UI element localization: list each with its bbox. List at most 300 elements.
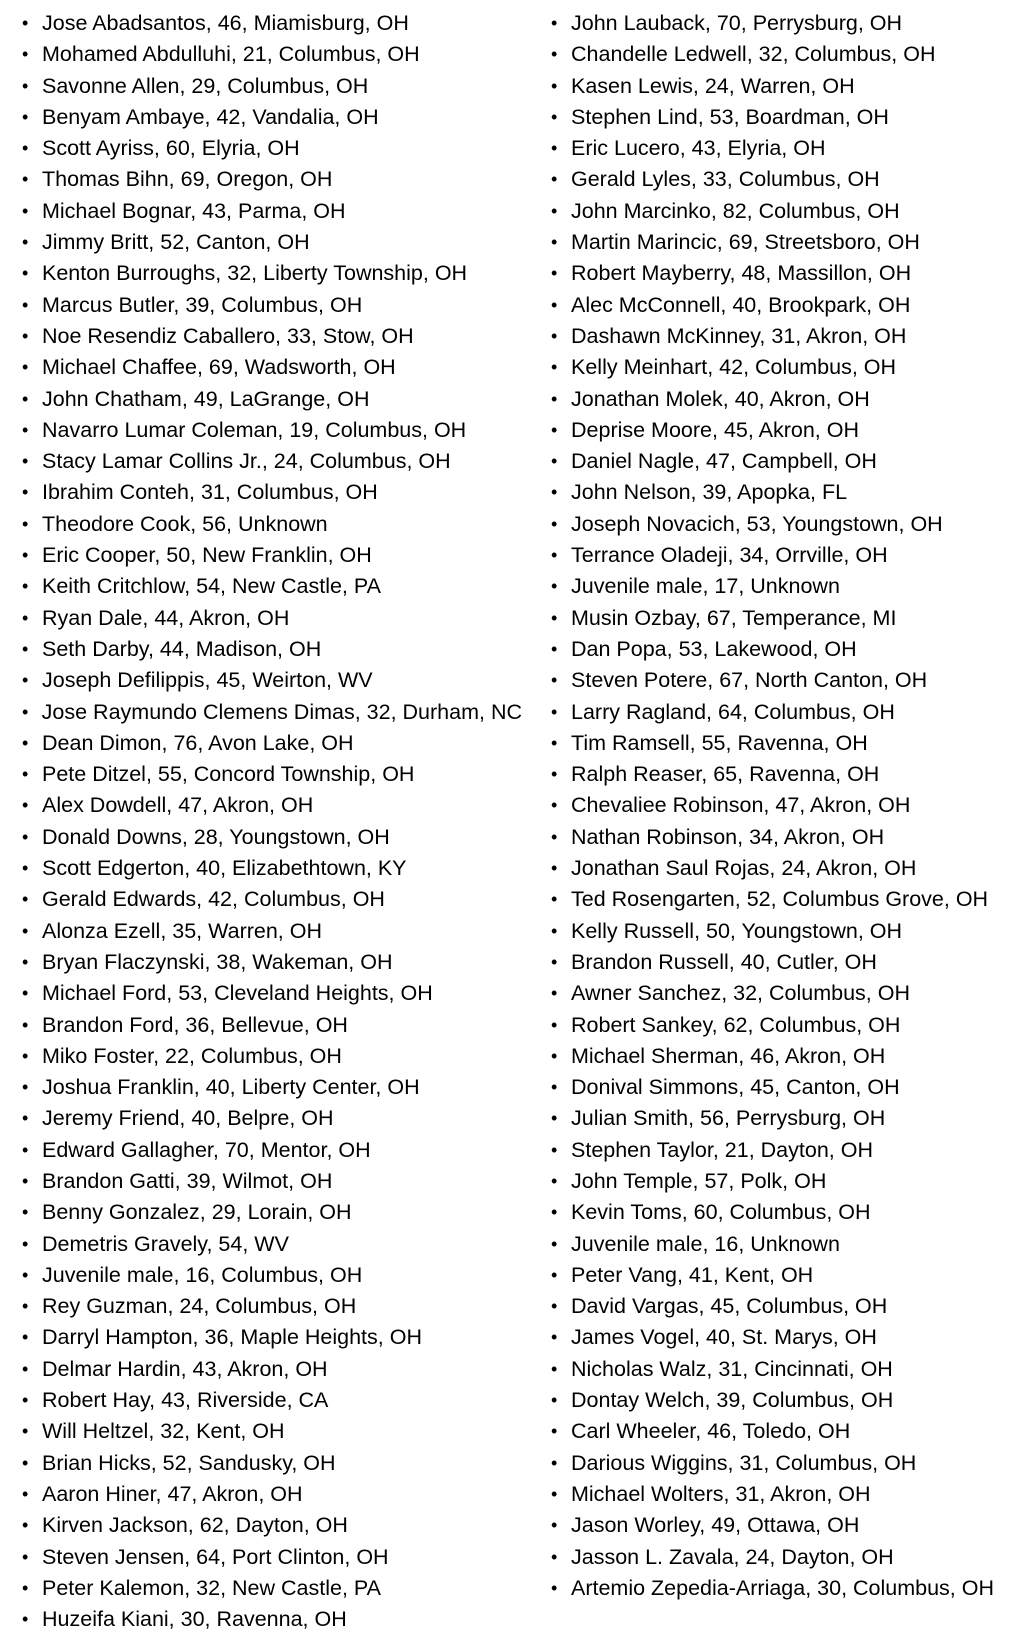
list-item (551, 728, 1001, 759)
list-item (551, 1385, 1001, 1416)
list-item-text: Jeremy Friend, 40, Belpre, OH (42, 1106, 334, 1131)
bullet-icon: • (551, 44, 558, 65)
bullet-icon: • (22, 638, 29, 659)
bullet-icon: • (22, 1515, 29, 1536)
list-item-text: Delmar Hardin, 43, Akron, OH (42, 1356, 328, 1381)
list-item (22, 290, 522, 321)
list-item-text: Dontay Welch, 39, Columbus, OH (571, 1388, 894, 1413)
list-item-text: Gerald Edwards, 42, Columbus, OH (42, 887, 385, 912)
list-item-text: Julian Smith, 56, Perrysburg, OH (571, 1106, 886, 1131)
bullet-icon: • (551, 1358, 558, 1379)
list-item (22, 1041, 522, 1072)
list-item-text: Ted Rosengarten, 52, Columbus Grove, OH (571, 887, 989, 912)
list-item (22, 978, 522, 1009)
bullet-icon: • (551, 1108, 558, 1129)
bullet-icon: • (551, 388, 558, 409)
list-item-text: Brian Hicks, 52, Sandusky, OH (42, 1450, 336, 1475)
list-item-text: Chevaliee Robinson, 47, Akron, OH (571, 793, 911, 818)
list-item (22, 1448, 522, 1479)
bullet-icon: • (22, 889, 29, 910)
bullet-icon: • (22, 1202, 29, 1223)
list-item-text: Michael Sherman, 46, Akron, OH (571, 1043, 886, 1068)
list-item-text: Alec McConnell, 40, Brookpark, OH (571, 292, 911, 317)
list-item (22, 1291, 522, 1322)
list-item (551, 603, 1001, 634)
bullet-icon: • (22, 263, 29, 284)
list-item (551, 1322, 1001, 1353)
list-item-text: Will Heltzel, 32, Kent, OH (42, 1419, 285, 1444)
left-name-list (22, 8, 522, 1635)
list-item (551, 1542, 1001, 1573)
list-item-text: Aaron Hiner, 47, Akron, OH (42, 1481, 303, 1506)
bullet-icon: • (22, 388, 29, 409)
list-item-text: Steven Potere, 67, North Canton, OH (571, 668, 928, 693)
bullet-icon: • (551, 263, 558, 284)
list-item-text: Robert Hay, 43, Riverside, CA (42, 1388, 329, 1413)
bullet-icon: • (22, 764, 29, 785)
bullet-icon: • (551, 451, 558, 472)
list-item (22, 509, 522, 540)
list-item-text: Kelly Meinhart, 42, Columbus, OH (571, 355, 897, 380)
bullet-icon: • (551, 920, 558, 941)
list-item-text: Navarro Lumar Coleman, 19, Columbus, OH (42, 417, 467, 442)
bullet-icon: • (551, 1327, 558, 1348)
list-item-text: Martin Marincic, 69, Streetsboro, OH (571, 230, 920, 255)
list-item (22, 446, 522, 477)
bullet-icon: • (551, 795, 558, 816)
list-item-text: Benny Gonzalez, 29, Lorain, OH (42, 1200, 352, 1225)
list-item (551, 1166, 1001, 1197)
list-item (22, 790, 522, 821)
bullet-icon: • (22, 451, 29, 472)
list-item (22, 415, 522, 446)
list-item (551, 102, 1001, 133)
list-item (551, 853, 1001, 884)
list-item-text: Darryl Hampton, 36, Maple Heights, OH (42, 1325, 422, 1350)
list-item (22, 258, 522, 289)
list-item (22, 384, 522, 415)
bullet-icon: • (22, 1390, 29, 1411)
bullet-icon: • (551, 419, 558, 440)
list-item (551, 634, 1001, 665)
list-item (22, 947, 522, 978)
list-item-text: Miko Foster, 22, Columbus, OH (42, 1043, 342, 1068)
bullet-icon: • (22, 1483, 29, 1504)
list-item (551, 384, 1001, 415)
bullet-icon: • (551, 576, 558, 597)
list-item (551, 415, 1001, 446)
list-item (22, 1542, 522, 1573)
list-item (22, 1260, 522, 1291)
list-item-text: David Vargas, 45, Columbus, OH (571, 1294, 888, 1319)
list-item-text: Jonathan Molek, 40, Akron, OH (571, 386, 870, 411)
list-item (22, 1229, 522, 1260)
list-item-text: John Lauback, 70, Perrysburg, OH (571, 11, 903, 35)
list-item (22, 571, 522, 602)
list-item (22, 1103, 522, 1134)
list-item (22, 884, 522, 915)
list-item-text: Jasson L. Zavala, 24, Dayton, OH (571, 1544, 894, 1569)
list-item-text: Michael Chaffee, 69, Wadsworth, OH (42, 355, 396, 380)
bullet-icon: • (551, 1170, 558, 1191)
list-item-text: Musin Ozbay, 67, Temperance, MI (571, 605, 897, 630)
list-item (551, 1103, 1001, 1134)
list-item (22, 1010, 522, 1041)
list-item (22, 1510, 522, 1541)
list-item (551, 1260, 1001, 1291)
list-item (22, 822, 522, 853)
bullet-icon: • (22, 951, 29, 972)
bullet-icon: • (22, 1421, 29, 1442)
list-item-text: Juvenile male, 16, Columbus, OH (42, 1262, 363, 1287)
bullet-icon: • (551, 607, 558, 628)
bullet-icon: • (22, 1233, 29, 1254)
list-item-text: Carl Wheeler, 46, Toledo, OH (571, 1419, 851, 1444)
bullet-icon: • (551, 1139, 558, 1160)
list-item-text: Eric Lucero, 43, Elyria, OH (571, 136, 826, 161)
list-item-text: Robert Mayberry, 48, Massillon, OH (571, 261, 912, 286)
bullet-icon: • (22, 983, 29, 1004)
list-item (22, 1416, 522, 1447)
bullet-icon: • (551, 294, 558, 315)
bullet-icon: • (22, 795, 29, 816)
bullet-icon: • (551, 1045, 558, 1066)
list-item-text: Jimmy Britt, 52, Canton, OH (42, 230, 310, 255)
list-item-text: Daniel Nagle, 47, Campbell, OH (571, 449, 877, 474)
list-item-text: Stephen Taylor, 21, Dayton, OH (571, 1137, 873, 1162)
list-item-text: Nicholas Walz, 31, Cincinnati, OH (571, 1356, 893, 1381)
list-item-text: Tim Ramsell, 55, Ravenna, OH (571, 730, 868, 755)
list-item (22, 916, 522, 947)
bullet-icon: • (551, 106, 558, 127)
bullet-icon: • (22, 482, 29, 503)
bullet-icon: • (22, 732, 29, 753)
list-item (22, 8, 522, 39)
bullet-icon: • (22, 44, 29, 65)
list-item (551, 1354, 1001, 1385)
bullet-icon: • (551, 858, 558, 879)
list-item (22, 1354, 522, 1385)
list-item (22, 71, 522, 102)
list-item-text: Michael Bognar, 43, Parma, OH (42, 198, 346, 223)
list-item-text: Scott Edgerton, 40, Elizabethtown, KY (42, 856, 407, 881)
bullet-icon: • (22, 858, 29, 879)
bullet-icon: • (22, 1264, 29, 1285)
list-item (22, 540, 522, 571)
list-item (22, 728, 522, 759)
list-item (551, 540, 1001, 571)
list-item (551, 1510, 1001, 1541)
list-item-text: Dan Popa, 53, Lakewood, OH (571, 636, 857, 661)
list-item (22, 321, 522, 352)
bullet-icon: • (22, 670, 29, 691)
bullet-icon: • (22, 1170, 29, 1191)
list-item-text: Donival Simmons, 45, Canton, OH (571, 1075, 900, 1100)
list-item-text: Eric Cooper, 50, New Franklin, OH (42, 543, 372, 568)
bullet-icon: • (22, 513, 29, 534)
list-item (551, 1010, 1001, 1041)
bullet-icon: • (551, 138, 558, 159)
right-name-list (551, 8, 1001, 1604)
bullet-icon: • (551, 764, 558, 785)
list-item (22, 196, 522, 227)
list-item-text: Larry Ragland, 64, Columbus, OH (571, 699, 895, 724)
bullet-icon: • (551, 1390, 558, 1411)
list-item (551, 509, 1001, 540)
list-item-text: Nathan Robinson, 34, Akron, OH (571, 824, 885, 849)
list-item-text: Scott Ayriss, 60, Elyria, OH (42, 136, 300, 161)
list-item (22, 1573, 522, 1604)
bullet-icon: • (551, 1452, 558, 1473)
list-item-text: Kelly Russell, 50, Youngstown, OH (571, 918, 903, 943)
bullet-icon: • (22, 1296, 29, 1317)
list-item (551, 1135, 1001, 1166)
bullet-icon: • (22, 576, 29, 597)
list-item-text: Peter Kalemon, 32, New Castle, PA (42, 1575, 381, 1600)
list-item (551, 258, 1001, 289)
list-item (551, 697, 1001, 728)
list-item-text: Pete Ditzel, 55, Concord Township, OH (42, 762, 415, 787)
list-item-text: Darious Wiggins, 31, Columbus, OH (571, 1450, 917, 1475)
bullet-icon: • (22, 607, 29, 628)
bullet-icon: • (551, 232, 558, 253)
list-item-text: Stephen Lind, 53, Boardman, OH (571, 104, 889, 129)
list-item (22, 39, 522, 70)
list-item-text: Kirven Jackson, 62, Dayton, OH (42, 1513, 348, 1538)
list-item-text: John Nelson, 39, Apopka, FL (571, 480, 848, 505)
list-item (551, 884, 1001, 915)
list-item (22, 164, 522, 195)
bullet-icon: • (551, 1202, 558, 1223)
bullet-icon: • (551, 701, 558, 722)
list-item-text: John Chatham, 49, LaGrange, OH (42, 386, 370, 411)
list-item (551, 227, 1001, 258)
list-item-text: Chandelle Ledwell, 32, Columbus, OH (571, 42, 936, 67)
bullet-icon: • (551, 325, 558, 346)
bullet-icon: • (22, 1108, 29, 1129)
bullet-icon: • (22, 1045, 29, 1066)
bullet-icon: • (22, 1014, 29, 1035)
list-item-text: Jose Raymundo Clemens Dimas, 32, Durham, NC (41, 699, 522, 724)
list-item (22, 634, 522, 665)
list-item (551, 1072, 1001, 1103)
list-item-text: Brandon Russell, 40, Cutler, OH (571, 949, 877, 974)
bullet-icon: • (22, 1358, 29, 1379)
list-item (551, 1291, 1001, 1322)
list-item-text: Joshua Franklin, 40, Liberty Center, OH (42, 1075, 420, 1100)
list-item (551, 916, 1001, 947)
list-item-text: Gerald Lyles, 33, Columbus, OH (571, 167, 880, 192)
bullet-icon: • (551, 482, 558, 503)
list-item (22, 1322, 522, 1353)
bullet-icon: • (22, 1577, 29, 1598)
bullet-icon: • (22, 419, 29, 440)
list-item-text: Awner Sanchez, 32, Columbus, OH (571, 981, 910, 1006)
bullet-icon: • (551, 670, 558, 691)
bullet-icon: • (22, 1609, 29, 1630)
list-item-text: Donald Downs, 28, Youngstown, OH (42, 824, 390, 849)
list-item-text: Noe Resendiz Caballero, 33, Stow, OH (42, 323, 414, 348)
list-item-text: Thomas Bihn, 69, Oregon, OH (42, 167, 333, 192)
list-item (551, 8, 1001, 39)
list-item-text: Alonza Ezell, 35, Warren, OH (42, 918, 323, 943)
list-item (551, 665, 1001, 696)
list-item-text: Joseph Novacich, 53, Youngstown, OH (571, 511, 943, 536)
list-item-text: John Marcinko, 82, Columbus, OH (571, 198, 900, 223)
list-item (551, 477, 1001, 508)
list-item (22, 352, 522, 383)
list-item (22, 697, 522, 728)
list-item-text: Rey Guzman, 24, Columbus, OH (42, 1294, 357, 1319)
bullet-icon: • (22, 232, 29, 253)
list-item-text: Theodore Cook, 56, Unknown (42, 511, 328, 536)
bullet-icon: • (551, 357, 558, 378)
list-item (551, 290, 1001, 321)
list-item (551, 39, 1001, 70)
list-item-text: Benyam Ambaye, 42, Vandalia, OH (42, 104, 379, 129)
bullet-icon: • (22, 169, 29, 190)
bullet-icon: • (22, 75, 29, 96)
list-item-text: James Vogel, 40, St. Marys, OH (571, 1325, 877, 1350)
list-item-text: Joseph Defilippis, 45, Weirton, WV (42, 668, 373, 693)
bullet-icon: • (551, 826, 558, 847)
bullet-icon: • (551, 732, 558, 753)
list-item-text: Alex Dowdell, 47, Akron, OH (42, 793, 314, 818)
bullet-icon: • (551, 200, 558, 221)
list-item (22, 133, 522, 164)
list-item-text: Mohamed Abdulluhi, 21, Columbus, OH (42, 42, 420, 67)
list-item (22, 665, 522, 696)
list-item-text: Huzeifa Kiani, 30, Ravenna, OH (42, 1607, 347, 1632)
list-item (551, 352, 1001, 383)
bullet-icon: • (551, 169, 558, 190)
list-item-text: Robert Sankey, 62, Columbus, OH (571, 1012, 901, 1037)
bullet-icon: • (22, 138, 29, 159)
list-item (22, 1135, 522, 1166)
bullet-icon: • (22, 701, 29, 722)
list-item-text: Juvenile male, 16, Unknown (571, 1231, 840, 1256)
list-item-text: Kasen Lewis, 24, Warren, OH (571, 73, 855, 98)
bullet-icon: • (22, 920, 29, 941)
list-item-text: Michael Wolters, 31, Akron, OH (571, 1481, 871, 1506)
bullet-icon: • (22, 1546, 29, 1567)
list-item (22, 853, 522, 884)
bullet-icon: • (551, 1233, 558, 1254)
bullet-icon: • (551, 1515, 558, 1536)
list-item-text: Jonathan Saul Rojas, 24, Akron, OH (571, 856, 917, 881)
bullet-icon: • (551, 13, 558, 33)
list-item (551, 822, 1001, 853)
bullet-icon: • (551, 1296, 558, 1317)
list-item-text: Michael Ford, 53, Cleveland Heights, OH (42, 981, 433, 1006)
list-item (551, 196, 1001, 227)
list-item-text: John Temple, 57, Polk, OH (571, 1168, 827, 1193)
list-item (551, 446, 1001, 477)
list-item (22, 1197, 522, 1228)
list-item-text: Deprise Moore, 45, Akron, OH (571, 417, 859, 442)
list-item (551, 1229, 1001, 1260)
bullet-icon: • (551, 513, 558, 534)
list-item (22, 1604, 522, 1635)
list-item (22, 759, 522, 790)
list-item (551, 1041, 1001, 1072)
list-item (551, 321, 1001, 352)
list-item (22, 102, 522, 133)
bullet-icon: • (551, 1421, 558, 1442)
bullet-icon: • (22, 294, 29, 315)
bullet-icon: • (22, 545, 29, 566)
list-item-text: Savonne Allen, 29, Columbus, OH (42, 73, 369, 98)
list-item (551, 1448, 1001, 1479)
bullet-icon: • (551, 1077, 558, 1098)
list-item (551, 1416, 1001, 1447)
bullet-icon: • (551, 1264, 558, 1285)
list-item-text: Marcus Butler, 39, Columbus, OH (42, 292, 363, 317)
list-item-text: Demetris Gravely, 54, WV (42, 1231, 289, 1256)
list-item-text: Seth Darby, 44, Madison, OH (42, 636, 322, 661)
list-item (551, 1479, 1001, 1510)
list-item (551, 978, 1001, 1009)
list-item-text: Ryan Dale, 44, Akron, OH (42, 605, 290, 630)
list-item-text: Ibrahim Conteh, 31, Columbus, OH (42, 480, 378, 505)
bullet-icon: • (22, 357, 29, 378)
bullet-icon: • (551, 983, 558, 1004)
list-item-text: Terrance Oladeji, 34, Orrville, OH (571, 543, 888, 568)
bullet-icon: • (551, 1014, 558, 1035)
bullet-icon: • (22, 13, 29, 33)
list-item (22, 1072, 522, 1103)
bullet-icon: • (551, 638, 558, 659)
list-item (551, 164, 1001, 195)
bullet-icon: • (551, 1577, 558, 1598)
list-item (22, 227, 522, 258)
bullet-icon: • (22, 325, 29, 346)
list-item-text: Kenton Burroughs, 32, Liberty Township, OH (42, 261, 468, 286)
list-item-text: Dashawn McKinney, 31, Akron, OH (571, 323, 907, 348)
bullet-icon: • (22, 1077, 29, 1098)
list-item-text: Brandon Gatti, 39, Wilmot, OH (42, 1168, 333, 1193)
bullet-icon: • (551, 75, 558, 96)
list-item (22, 603, 522, 634)
list-item-text: Ralph Reaser, 65, Ravenna, OH (571, 762, 880, 787)
list-item-text: Steven Jensen, 64, Port Clinton, OH (42, 1544, 389, 1569)
list-item-text: Jason Worley, 49, Ottawa, OH (571, 1513, 860, 1538)
list-item-text: Edward Gallagher, 70, Mentor, OH (42, 1137, 371, 1162)
list-item-text: Stacy Lamar Collins Jr., 24, Columbus, OH (42, 449, 451, 474)
list-item-text: Brandon Ford, 36, Bellevue, OH (42, 1012, 348, 1037)
list-item (551, 947, 1001, 978)
list-item (22, 1479, 522, 1510)
bullet-icon: • (551, 1483, 558, 1504)
list-item-text: Dean Dimon, 76, Avon Lake, OH (42, 730, 354, 755)
list-item (551, 1197, 1001, 1228)
list-item (22, 477, 522, 508)
bullet-icon: • (551, 889, 558, 910)
list-item-text: Artemio Zepedia-Arriaga, 30, Columbus, OH (571, 1575, 995, 1600)
bullet-icon: • (22, 1327, 29, 1348)
list-item (22, 1385, 522, 1416)
bullet-icon: • (22, 106, 29, 127)
bullet-icon: • (22, 1139, 29, 1160)
list-item-text: Juvenile male, 17, Unknown (571, 574, 840, 599)
list-item (551, 1573, 1001, 1604)
list-item-text: Keith Critchlow, 54, New Castle, PA (42, 574, 381, 599)
list-item (551, 759, 1001, 790)
bullet-icon: • (551, 545, 558, 566)
list-item (22, 1166, 522, 1197)
list-item (551, 71, 1001, 102)
list-item (551, 790, 1001, 821)
